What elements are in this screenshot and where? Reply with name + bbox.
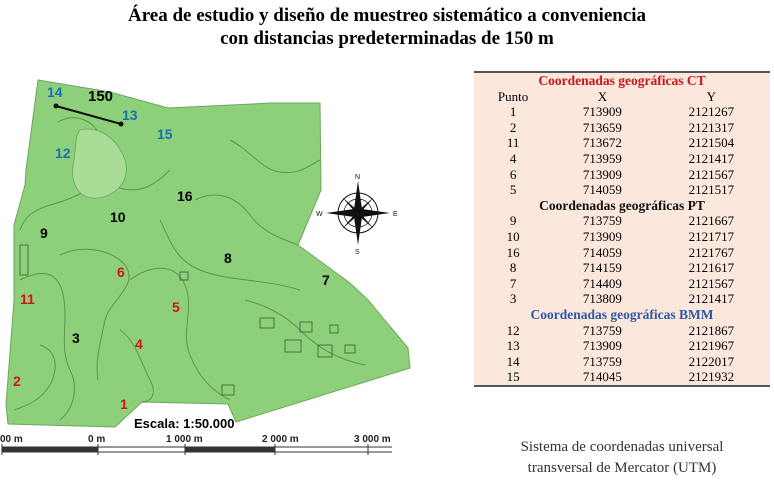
table-cell: 2121417: [688, 150, 735, 166]
scale-tick-label: 2 000 m: [262, 434, 299, 445]
table-column-header: [474, 89, 770, 105]
group-title: Coordenadas geográficas CT: [474, 72, 770, 89]
compass-n-label: N: [355, 174, 361, 181]
table-group-header: [474, 72, 770, 89]
table-cell: 2121932: [653, 369, 770, 386]
table-cell: 713759: [582, 213, 622, 229]
compass-s-label: S: [355, 249, 360, 256]
table-cell: 2121567: [688, 166, 735, 182]
point-label-9: 9: [40, 225, 48, 241]
title-line-1: Área de estudio y diseño de muestreo sistemático a conveniencia: [127, 5, 647, 26]
table-cell: 714159: [582, 260, 622, 276]
table-row: [474, 120, 770, 136]
study-area-map: [0, 70, 470, 480]
title-line-2: con distancias predeterminadas de 150 m: [220, 28, 554, 49]
table-cell: 2121417: [688, 291, 735, 307]
table-cell: 2121517: [688, 182, 735, 198]
group-title: Coordenadas geográficas BMM: [530, 306, 714, 322]
point-label-2: 2: [13, 373, 21, 389]
coordinate-system-caption: [474, 437, 770, 479]
group-title: Coordenadas geográficas PT: [539, 197, 705, 213]
table-cell: 1: [509, 104, 517, 120]
table-cell: 713759: [582, 322, 622, 338]
point-label-8: 8: [224, 250, 232, 266]
point-label-12: 12: [55, 145, 71, 161]
table-cell: 2121717: [688, 228, 735, 244]
compass-e-label: E: [393, 211, 398, 218]
scale-tick-label: 0 m: [88, 434, 106, 445]
table-cell: 2121967: [688, 338, 735, 354]
point-label-1: 1: [120, 396, 128, 412]
table-cell: 11: [506, 135, 520, 151]
coordinates-table: [474, 71, 770, 387]
table-cell: 4: [509, 150, 517, 166]
column-header: Y: [706, 88, 717, 104]
table-cell: 2121617: [688, 260, 735, 276]
table-row: [474, 104, 770, 120]
table-cell: 2121567: [688, 275, 735, 291]
compass-w-label: W: [316, 211, 323, 218]
scale-label: Escala: 1:50.000: [134, 416, 235, 431]
caption-line-1: Sistema de coordenadas universal: [520, 439, 724, 455]
table-cell: 2121504: [688, 135, 735, 151]
table-cell: 713659: [582, 119, 622, 135]
table-row: [474, 151, 770, 167]
table-row: [474, 182, 770, 198]
table-cell: 713909: [582, 166, 622, 182]
distance-label: 150: [88, 88, 114, 105]
table-cell: 7: [509, 275, 517, 291]
table-cell: 2121667: [688, 213, 735, 229]
table-cell: 713909: [582, 104, 622, 120]
table-cell: 10: [506, 228, 520, 244]
table-row: [474, 354, 770, 370]
table-cell: 2121317: [688, 119, 735, 135]
table-cell: 714059: [582, 182, 622, 198]
table-group-header: [474, 198, 770, 214]
study-area-polygon: [6, 80, 410, 427]
table-cell: 2121767: [688, 244, 735, 260]
table-cell: 15: [474, 369, 552, 386]
table-row: [474, 167, 770, 183]
table-cell: 16: [506, 244, 520, 260]
table-row: [474, 276, 770, 292]
table-row: [474, 338, 770, 354]
table-group-header: [474, 307, 770, 323]
table-row: [474, 291, 770, 307]
table-cell: 714059: [582, 244, 622, 260]
table-cell: 713959: [582, 150, 622, 166]
table-cell: 2121867: [688, 322, 735, 338]
table-cell: 12: [506, 322, 520, 338]
point-label-5: 5: [172, 299, 180, 315]
table-cell: 714045: [552, 369, 652, 386]
coordinates-table-panel: [474, 71, 770, 387]
table-cell: 2122017: [688, 353, 735, 369]
table-cell: 5: [509, 182, 517, 198]
table-cell: 8: [509, 260, 517, 276]
table-cell: 14: [506, 353, 520, 369]
table-row: [474, 260, 770, 276]
table-cell: 713809: [582, 291, 622, 307]
table-row: [474, 369, 770, 386]
point-label-14: 14: [47, 84, 63, 100]
scale-tick-label: 00 m: [0, 434, 23, 445]
point-label-3: 3: [72, 330, 80, 346]
table-row: [474, 245, 770, 261]
table-cell: 713909: [582, 228, 622, 244]
table-cell: 2: [509, 119, 517, 135]
point-label-10: 10: [110, 209, 126, 225]
table-row: [474, 135, 770, 151]
figure-title: [0, 4, 774, 50]
table-row: [474, 323, 770, 339]
table-cell: 2121267: [688, 104, 735, 120]
column-header: Punto: [497, 88, 529, 104]
table-cell: 713672: [582, 135, 622, 151]
caption-line-2: transversal de Mercator (UTM): [527, 460, 717, 476]
table-cell: 3: [509, 291, 517, 307]
scale-tick-label: 1 000 m: [166, 434, 203, 445]
compass-rose: [316, 174, 398, 256]
point-label-15: 15: [157, 126, 173, 142]
table-row: [474, 213, 770, 229]
table-cell: 9: [509, 213, 517, 229]
table-cell: 713909: [582, 338, 622, 354]
scale-bar: [2, 444, 392, 455]
table-cell: 713759: [582, 353, 622, 369]
scale-tick-label: 3 000 m: [354, 434, 391, 445]
column-header: X: [597, 88, 608, 104]
point-label-11: 11: [20, 291, 35, 307]
point-label-6: 6: [117, 264, 125, 280]
table-cell: 13: [506, 338, 520, 354]
table-row: [474, 229, 770, 245]
point-label-16: 16: [177, 188, 193, 204]
point-label-7: 7: [322, 272, 330, 288]
point-label-13: 13: [122, 107, 138, 123]
point-label-4: 4: [135, 336, 143, 352]
table-cell: 714409: [582, 275, 622, 291]
table-cell: 6: [509, 166, 517, 182]
